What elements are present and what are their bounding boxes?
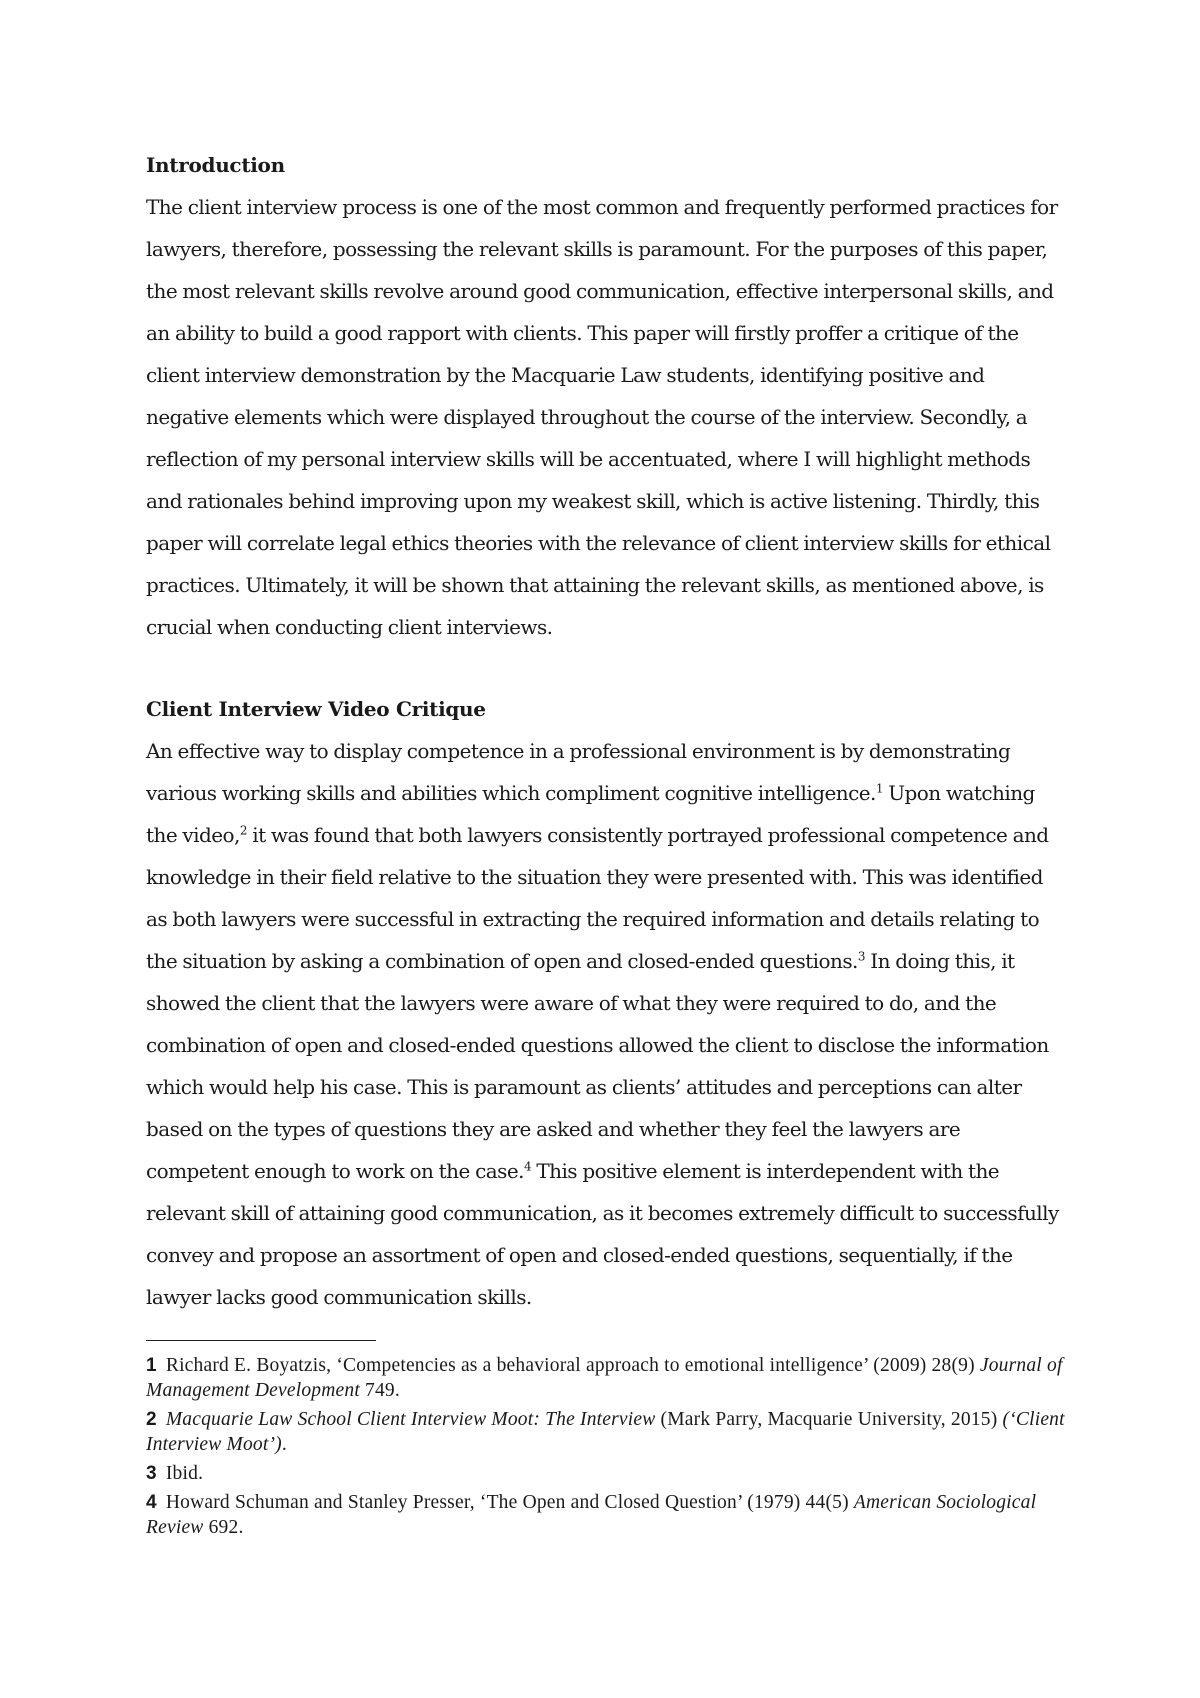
paragraph-text: it was found that both lawyers consistently portrayed professional competence and knowledge in their field relative to the situation they were presented with. This was identified as both lawyers were successful in extracting the required information and details relating to the situation by asking a combination of open and closed-ended questions. [146, 823, 1049, 973]
section-heading-introduction: Introduction [146, 153, 285, 177]
paragraph-text: In doing this, it showed the client that the lawyers were aware of what they were required to do, and the combination of open and closed-ended questions allowed the client to disclose the information which would help his case. This is paramount as clients’ attitudes and perceptions can alter based on the types of questions they are asked and whether they feel the lawyers are competent enough to work on the case. [146, 949, 1049, 1183]
paragraph-text: An effective way to display competence in a professional environment is by demonstrating various working skills and abilities which compliment cognitive intelligence. [146, 739, 1011, 805]
footnote-ref-2[interactable]: 2 [239, 823, 247, 838]
footnote-text: 749. [359, 1380, 400, 1401]
section-gap [146, 648, 1066, 688]
footnote-1 [146, 1353, 1066, 1403]
video-critique-paragraph [146, 730, 1066, 1318]
footnote-ref-3[interactable]: 3 [857, 949, 865, 964]
paragraph-text: Upon watching the video, [146, 781, 1035, 847]
footnote-3 [146, 1461, 1066, 1486]
footnote-text: Howard Schuman and Stanley Presser, ‘The Open and Closed Question’ (1979) 44(5) [165, 1492, 854, 1513]
footnote-italic: Macquarie Law School Client Interview Moot: The Interview [165, 1409, 656, 1430]
footnote-number: 2 [146, 1409, 157, 1430]
footnote-italic: American Sociological Review [146, 1492, 1037, 1538]
footnote-text: 692. [203, 1517, 244, 1538]
footnote-text: (Mark Parry, Macquarie University, 2015) [655, 1409, 1003, 1430]
footnote-text: Richard E. Boyatzis, ‘Competencies as a behavioral approach to emotional intelligence’ (2009) 28(9) [165, 1355, 980, 1376]
footnote-2 [146, 1407, 1066, 1457]
paragraph-text: This positive element is interdependent with the relevant skill of attaining good communication, as it becomes extremely difficult to successfully convey and propose an assortment of open and closed-ended questions, sequentially, if the lawyer lacks good communication skills. [146, 1159, 1059, 1309]
footnote-separator [146, 1340, 376, 1341]
section-heading-video-critique: Client Interview Video Critique [146, 697, 486, 721]
footnote-number: 1 [146, 1355, 157, 1376]
footnotes [146, 1353, 1066, 1540]
footnote-italic: Journal of Management Development [146, 1355, 1063, 1401]
footnote-italic: (‘Client Interview Moot’) [146, 1409, 1065, 1455]
footnote-ref-4[interactable]: 4 [523, 1159, 532, 1174]
document-page [146, 144, 1066, 1544]
footnote-number: 4 [146, 1492, 157, 1513]
footnote-4 [146, 1490, 1066, 1540]
footnote-ref-1[interactable]: 1 [875, 781, 883, 796]
footnote-number: 3 [146, 1463, 157, 1484]
footnote-text: Ibid. [165, 1463, 204, 1484]
footnote-text: . [281, 1434, 287, 1455]
introduction-paragraph: The client interview process is one of the most common and frequently performed practices for lawyers, therefore, possessing the relevant skills is paramount. For the purposes of this paper, the most relevant skills revolve around good communication, effective interpersonal skills, and an ability to build a good rapport with clients. This paper will firstly proffer a critique of the client interview demonstration by the Macquarie Law students, identifying positive and negative elements which were displayed throughout the course of the interview. Secondly, a reflection of my personal interview skills will be accentuated, where I will highlight methods and rationales behind improving upon my weakest skill, which is active listening. Thirdly, this paper will correlate legal ethics theories with the relevance of client interview skills for ethical practices. Ultimately, it will be shown that attaining the relevant skills, as mentioned above, is crucial when conducting client interviews. [146, 195, 1058, 639]
